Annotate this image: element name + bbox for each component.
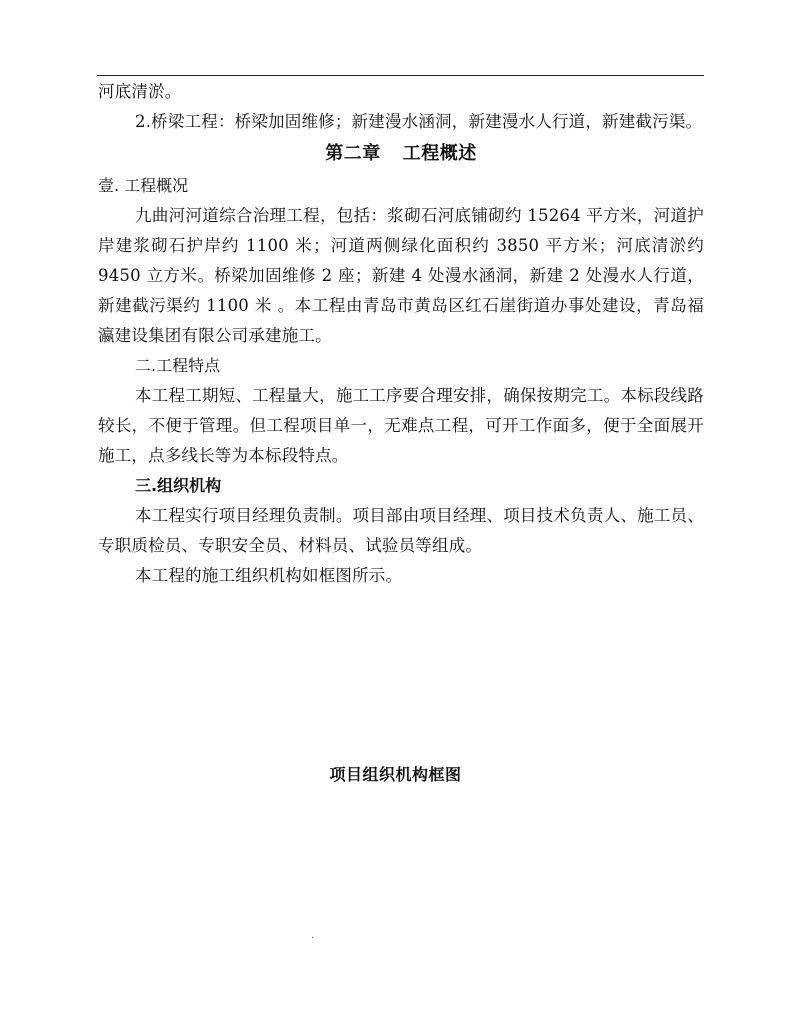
section-heading-features: 二.工程特点 [135, 356, 221, 375]
chapter-number: 第二章 [325, 143, 381, 164]
chapter-heading [98, 137, 704, 171]
paragraph-organization: 本工程实行项目经理负责制。项目部由项目经理、项目技术负责人、施工员、专职质检员、专职安全员、材料员、试验员等组成。 [98, 506, 704, 555]
section-heading-organization: 三.组织机构 [135, 476, 222, 495]
paragraph-project-features: 本工程工期短、工程量大，施工工序要合理安排，确保按期完工。本标段线路较长，不便于管理。但工程项目单一，无难点工程，可开工作面多，便于全面展开施工，点多线长等为本标段特点。 [98, 386, 704, 465]
figure-title: 项目组织机构框图 [329, 765, 462, 784]
header-rule [97, 75, 704, 76]
paragraph-river-dredging: 河底清淤。 [98, 82, 182, 101]
paragraph-bridge-works: 2.桥梁工程：桥梁加固维修；新建漫水涵洞，新建漫水人行道，新建截污渠。 [135, 112, 703, 131]
paragraph-project-overview: 九曲河河道综合治理工程，包括：浆砌石河底铺砌约 15264 平方米，河道护岸建浆砌石护岸约 1100 米；河道两侧绿化面积约 3850 平方米；河底清淤约 9450 立方米。桥梁加固维修 2 座；新建 4 处漫水涵洞，新建 2 处漫水人行道，新建截污渠约 1100 米 。本工程由青岛市黄岛区红石崖街道办事处建设，青岛福瀛建设集团有限公司承建施工。 [98, 206, 704, 345]
chapter-title: 工程概述 [402, 143, 477, 164]
paragraph-organization-chart-note: 本工程的施工组织机构如框图所示。 [135, 566, 403, 585]
page-content [98, 77, 704, 591]
footer-mark: . [311, 930, 315, 941]
section-heading-overview: 壹. 工程概况 [98, 176, 189, 195]
